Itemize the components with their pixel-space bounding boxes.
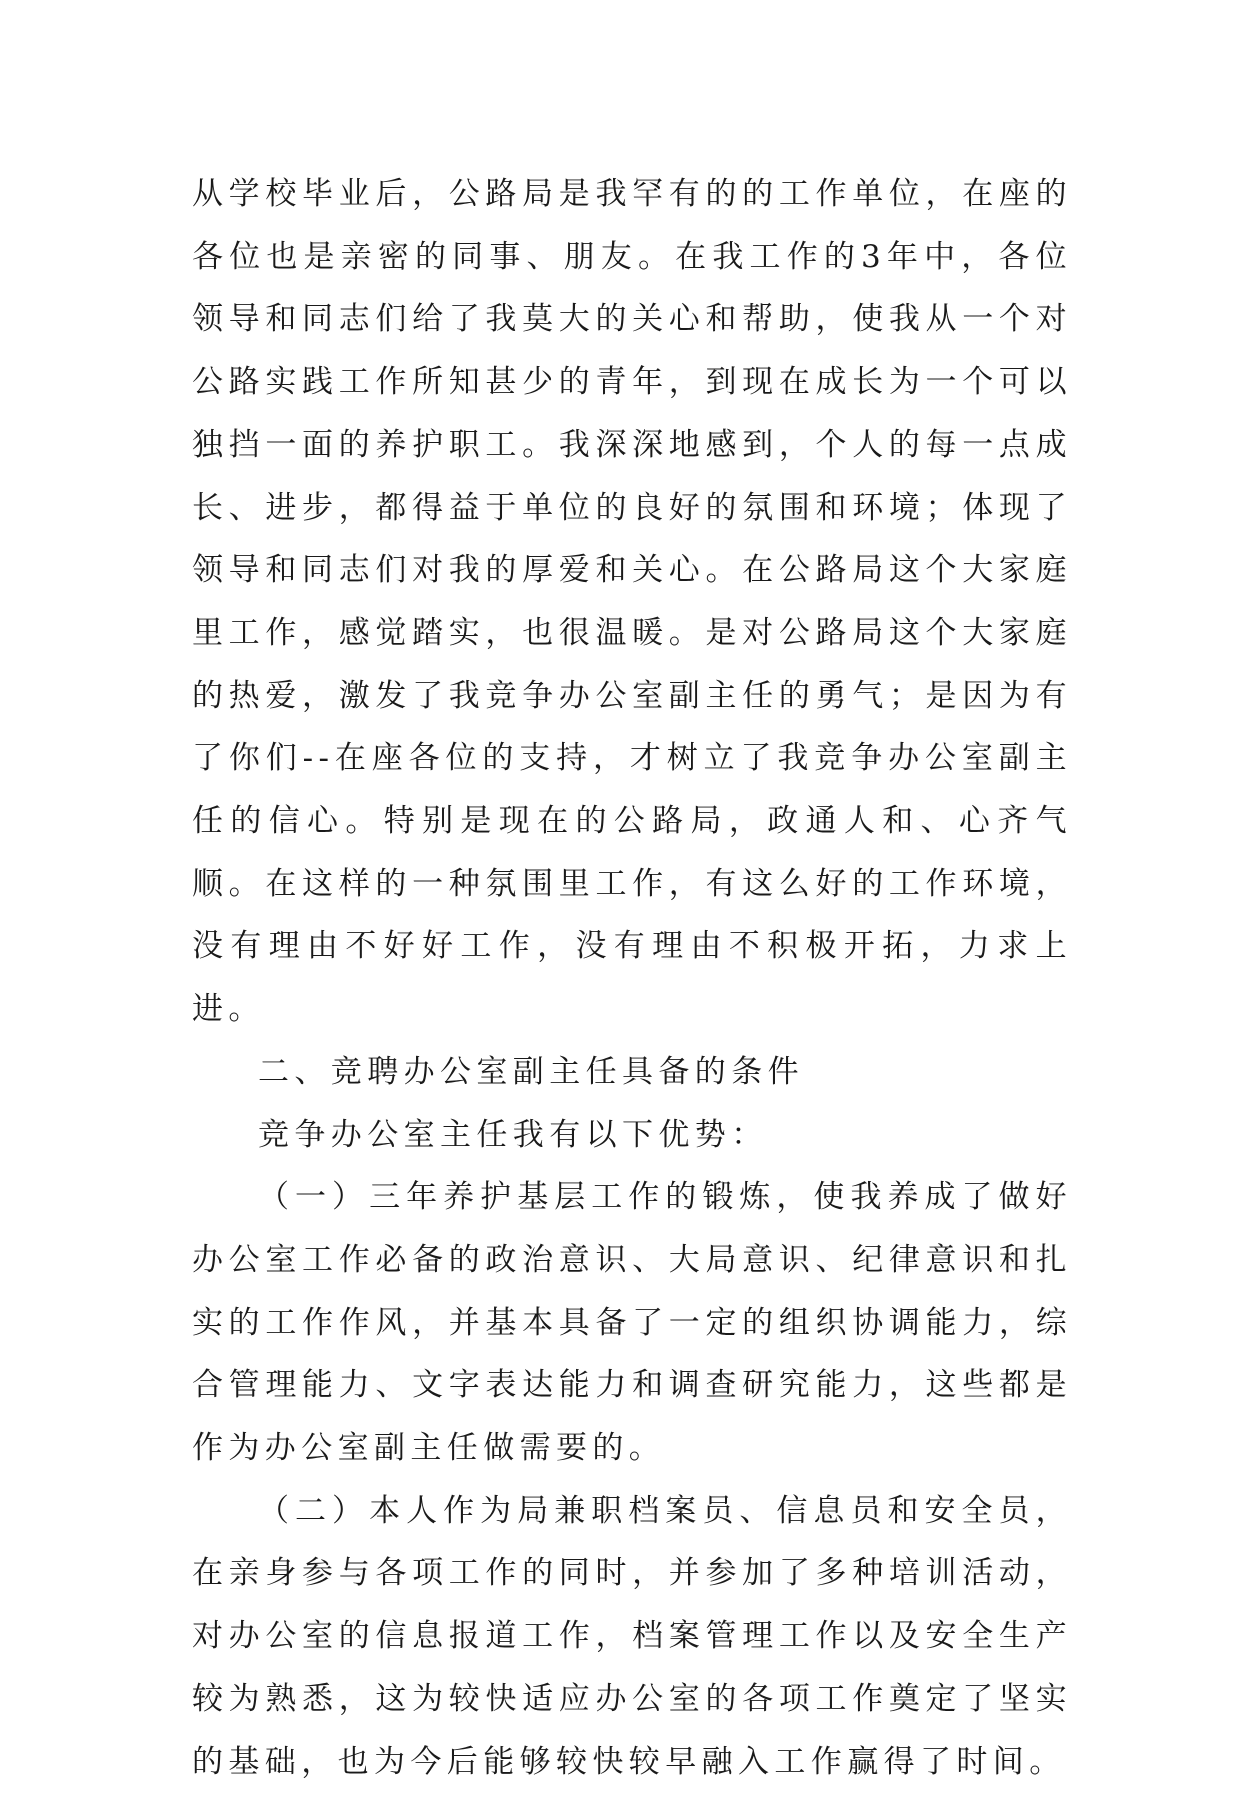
paragraph-advantages-intro: 竞争办公室主任我有以下优势： [258,1116,768,1153]
section-heading-conditions: 二、竞聘办公室副主任具备的条件 [258,1053,804,1090]
paragraph-advantage-1: （一）三年养护基层工作的锻炼，使我养成了做好办公室工作必备的政治意识、大局意识、纪律意识和扎实的工作作风，并基本具备了一定的组织协调能力，综合管理能力、文字表达能力和调查研究能力，这些都是作为办公室副主任做需要的。 [192,1179,1072,1467]
paragraph-intro: 从学校毕业后，公路局是我罕有的的工作单位，在座的各位也是亲密的同事、朋友。在我工作的3年中，各位领导和同志们给了我莫大的关心和帮助，使我从一个对公路实践工作所知甚少的青年，到现在成长为一个可以独挡一面的养护职工。我深深地感到，个人的每一点成长、进步，都得益于单位的良好的氛围和环境；体现了领导和同志们对我的厚爱和关心。在公路局这个大家庭里工作，感觉踏实，也很温暖。是对公路局这个大家庭的热爱，激发了我竞争办公室副主任的勇气；是因为有了你们--在座各位的支持，才树立了我竞争办公室副主任的信心。特别是现在的公路局，政通人和、心齐气顺。在这样的一种氛围里工作，有这么好的工作环境，没有理由不好好工作，没有理由不积极开拓，力求上进。 [192,176,1072,1028]
document-body [192,163,1072,1793]
paragraph-advantage-2: （二）本人作为局兼职档案员、信息员和安全员，在亲身参与各项工作的同时，并参加了多种培训活动，对办公室的信息报道工作，档案管理工作以及安全生产较为熟悉，这为较快适应办公室的各项工作奠定了坚实的基础，也为今后能够较快较早融入工作赢得了时间。 [192,1492,1072,1780]
